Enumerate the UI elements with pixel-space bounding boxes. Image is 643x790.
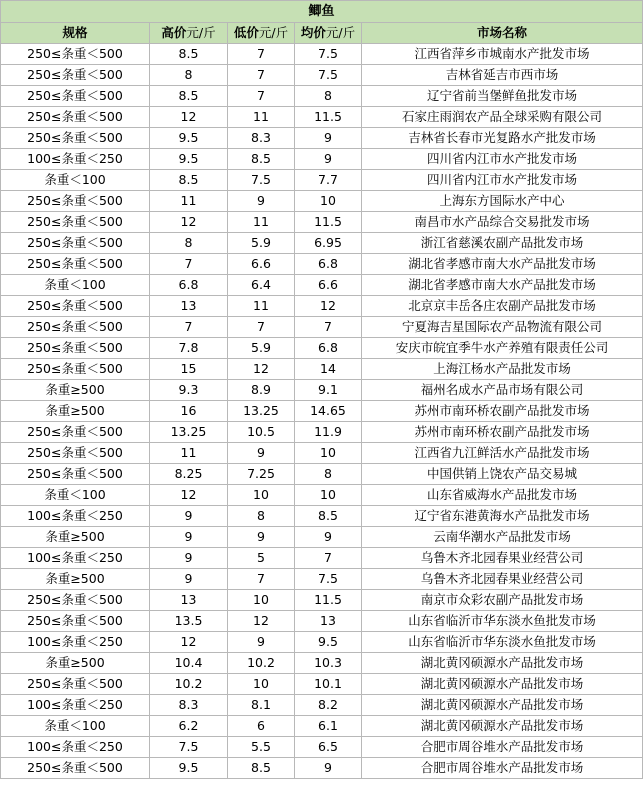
table-row — [1, 401, 643, 422]
cell-market-name: 合肥市周谷堆水产品批发市场 — [362, 737, 643, 758]
cell-spec: 250≤条重＜500 — [1, 191, 150, 212]
cell-avg-price: 10.3 — [295, 653, 362, 674]
cell-low-price: 10.2 — [228, 653, 295, 674]
table-row — [1, 275, 643, 296]
table-row — [1, 65, 643, 86]
cell-low-price: 11 — [228, 212, 295, 233]
cell-low-price: 6 — [228, 716, 295, 737]
cell-spec: 250≤条重＜500 — [1, 44, 150, 65]
cell-avg-price: 9.1 — [295, 380, 362, 401]
cell-market-name: 南昌市水产品综合交易批发市场 — [362, 212, 643, 233]
cell-avg-price: 8.2 — [295, 695, 362, 716]
table-row — [1, 548, 643, 569]
cell-low-price: 9 — [228, 443, 295, 464]
cell-low-price: 7.5 — [228, 170, 295, 191]
cell-spec: 条重≥500 — [1, 527, 150, 548]
cell-spec: 250≤条重＜500 — [1, 317, 150, 338]
cell-avg-price: 8 — [295, 86, 362, 107]
cell-market-name: 安庆市皖宜季牛水产养殖有限责任公司 — [362, 338, 643, 359]
table-row — [1, 485, 643, 506]
cell-high-price: 7.8 — [150, 338, 228, 359]
header-avg-unit: 元/斤 — [325, 25, 356, 40]
cell-spec: 条重≥500 — [1, 401, 150, 422]
cell-high-price: 9.3 — [150, 380, 228, 401]
cell-high-price: 9.5 — [150, 128, 228, 149]
cell-market-name: 湖北省孝感市南大水产品批发市场 — [362, 254, 643, 275]
cell-high-price: 12 — [150, 632, 228, 653]
cell-avg-price: 7.7 — [295, 170, 362, 191]
table-row — [1, 674, 643, 695]
header-avg-label: 均价 — [300, 25, 326, 40]
cell-low-price: 10 — [228, 485, 295, 506]
table-row — [1, 758, 643, 779]
cell-low-price: 8.1 — [228, 695, 295, 716]
cell-spec: 250≤条重＜500 — [1, 254, 150, 275]
cell-market-name: 乌鲁木齐北园春果业经营公司 — [362, 548, 643, 569]
cell-avg-price: 6.5 — [295, 737, 362, 758]
cell-low-price: 7 — [228, 86, 295, 107]
table-row — [1, 86, 643, 107]
cell-spec: 100≤条重＜250 — [1, 506, 150, 527]
cell-low-price: 9 — [228, 191, 295, 212]
table-row — [1, 338, 643, 359]
cell-avg-price: 7 — [295, 548, 362, 569]
cell-high-price: 10.4 — [150, 653, 228, 674]
cell-avg-price: 14.65 — [295, 401, 362, 422]
cell-avg-price: 9 — [295, 128, 362, 149]
cell-market-name: 合肥市周谷堆水产品批发市场 — [362, 758, 643, 779]
cell-avg-price: 13 — [295, 611, 362, 632]
cell-low-price: 10.5 — [228, 422, 295, 443]
cell-avg-price: 11.5 — [295, 212, 362, 233]
header-high-unit: 元/斤 — [186, 25, 216, 40]
cell-high-price: 11 — [150, 191, 228, 212]
cell-spec: 条重≥500 — [1, 380, 150, 401]
cell-high-price: 13.25 — [150, 422, 228, 443]
table-row — [1, 716, 643, 737]
cell-high-price: 10.2 — [150, 674, 228, 695]
cell-market-name: 上海东方国际水产中心 — [362, 191, 643, 212]
cell-avg-price: 9 — [295, 149, 362, 170]
cell-avg-price: 6.95 — [295, 233, 362, 254]
table-row — [1, 170, 643, 191]
cell-spec: 条重≥500 — [1, 569, 150, 590]
cell-spec: 250≤条重＜500 — [1, 233, 150, 254]
cell-avg-price: 11.5 — [295, 107, 362, 128]
cell-high-price: 8 — [150, 233, 228, 254]
cell-spec: 100≤条重＜250 — [1, 149, 150, 170]
cell-low-price: 7 — [228, 569, 295, 590]
cell-low-price: 10 — [228, 674, 295, 695]
table-row — [1, 254, 643, 275]
cell-market-name: 辽宁省前当堡鲜鱼批发市场 — [362, 86, 643, 107]
cell-spec: 250≤条重＜500 — [1, 86, 150, 107]
cell-high-price: 13 — [150, 590, 228, 611]
table-row — [1, 737, 643, 758]
cell-spec: 条重＜100 — [1, 485, 150, 506]
cell-avg-price: 6.8 — [295, 254, 362, 275]
table-row — [1, 527, 643, 548]
cell-market-name: 上海江杨水产品批发市场 — [362, 359, 643, 380]
cell-avg-price: 7 — [295, 317, 362, 338]
table-row — [1, 317, 643, 338]
table-row — [1, 128, 643, 149]
table-row — [1, 380, 643, 401]
table-row — [1, 653, 643, 674]
table-row — [1, 611, 643, 632]
cell-spec: 250≤条重＜500 — [1, 296, 150, 317]
header-high-label: 高价 — [161, 25, 187, 40]
cell-high-price: 8 — [150, 65, 228, 86]
cell-market-name: 中国供销上饶农产品交易城 — [362, 464, 643, 485]
cell-high-price: 9.5 — [150, 758, 228, 779]
header-market-name — [362, 23, 643, 44]
cell-low-price: 5 — [228, 548, 295, 569]
cell-low-price: 5.9 — [228, 338, 295, 359]
cell-high-price: 8.25 — [150, 464, 228, 485]
cell-market-name: 湖北黄冈硕源水产品批发市场 — [362, 674, 643, 695]
cell-high-price: 9 — [150, 527, 228, 548]
cell-market-name: 四川省内江市水产批发市场 — [362, 170, 643, 191]
cell-high-price: 15 — [150, 359, 228, 380]
cell-high-price: 11 — [150, 443, 228, 464]
cell-spec: 100≤条重＜250 — [1, 548, 150, 569]
cell-high-price: 6.2 — [150, 716, 228, 737]
cell-avg-price: 6.1 — [295, 716, 362, 737]
cell-low-price: 11 — [228, 296, 295, 317]
header-low-price — [228, 23, 295, 44]
cell-high-price: 8.3 — [150, 695, 228, 716]
table-row — [1, 233, 643, 254]
cell-market-name: 湖北省孝感市南大水产品批发市场 — [362, 275, 643, 296]
cell-low-price: 7.25 — [228, 464, 295, 485]
table-row — [1, 569, 643, 590]
cell-avg-price: 10 — [295, 191, 362, 212]
cell-low-price: 8.5 — [228, 758, 295, 779]
cell-avg-price: 9.5 — [295, 632, 362, 653]
table-row — [1, 44, 643, 65]
cell-spec: 条重＜100 — [1, 170, 150, 191]
cell-high-price: 9 — [150, 569, 228, 590]
header-low-label: 低价 — [233, 25, 259, 40]
cell-market-name: 福州名成水产品市场有限公司 — [362, 380, 643, 401]
cell-high-price: 12 — [150, 485, 228, 506]
cell-spec: 250≤条重＜500 — [1, 590, 150, 611]
table-row — [1, 191, 643, 212]
cell-market-name: 苏州市南环桥农副产品批发市场 — [362, 401, 643, 422]
cell-avg-price: 6.6 — [295, 275, 362, 296]
cell-avg-price: 14 — [295, 359, 362, 380]
table-title: 鲫鱼 — [1, 1, 643, 23]
cell-avg-price: 10.1 — [295, 674, 362, 695]
cell-spec: 100≤条重＜250 — [1, 632, 150, 653]
cell-low-price: 6.6 — [228, 254, 295, 275]
cell-spec: 100≤条重＜250 — [1, 737, 150, 758]
cell-high-price: 9 — [150, 548, 228, 569]
cell-market-name: 四川省内江市水产批发市场 — [362, 149, 643, 170]
header-spec-label: 规格 — [62, 25, 88, 40]
cell-spec: 250≤条重＜500 — [1, 128, 150, 149]
cell-market-name: 山东省威海水产品批发市场 — [362, 485, 643, 506]
cell-market-name: 山东省临沂市华东淡水鱼批发市场 — [362, 611, 643, 632]
cell-high-price: 8.5 — [150, 170, 228, 191]
cell-avg-price: 9 — [295, 758, 362, 779]
cell-avg-price: 11.5 — [295, 590, 362, 611]
cell-market-name: 山东省临沂市华东淡水鱼批发市场 — [362, 632, 643, 653]
header-spec — [1, 23, 150, 44]
cell-market-name: 乌鲁木齐北园春果业经营公司 — [362, 569, 643, 590]
table-row — [1, 212, 643, 233]
cell-high-price: 13 — [150, 296, 228, 317]
cell-market-name: 宁夏海吉星国际农产品物流有限公司 — [362, 317, 643, 338]
cell-low-price: 6.4 — [228, 275, 295, 296]
table-row — [1, 590, 643, 611]
cell-market-name: 苏州市南环桥农副产品批发市场 — [362, 422, 643, 443]
table-row — [1, 107, 643, 128]
table-body — [1, 44, 643, 779]
cell-avg-price: 6.8 — [295, 338, 362, 359]
cell-low-price: 8.5 — [228, 149, 295, 170]
cell-low-price: 5.5 — [228, 737, 295, 758]
table-row — [1, 506, 643, 527]
cell-avg-price: 8 — [295, 464, 362, 485]
cell-low-price: 9 — [228, 527, 295, 548]
table-row — [1, 443, 643, 464]
cell-market-name: 吉林省长春市光复路水产批发市场 — [362, 128, 643, 149]
cell-high-price: 7 — [150, 317, 228, 338]
cell-low-price: 8.3 — [228, 128, 295, 149]
table-row — [1, 422, 643, 443]
cell-spec: 条重≥500 — [1, 653, 150, 674]
cell-spec: 250≤条重＜500 — [1, 107, 150, 128]
cell-market-name: 云南华潮水产品批发市场 — [362, 527, 643, 548]
cell-spec: 250≤条重＜500 — [1, 359, 150, 380]
cell-avg-price: 12 — [295, 296, 362, 317]
cell-high-price: 7.5 — [150, 737, 228, 758]
cell-low-price: 5.9 — [228, 233, 295, 254]
cell-high-price: 16 — [150, 401, 228, 422]
cell-market-name: 江西省萍乡市城南水产批发市场 — [362, 44, 643, 65]
cell-spec: 250≤条重＜500 — [1, 443, 150, 464]
cell-market-name: 吉林省延吉市西市场 — [362, 65, 643, 86]
table-row — [1, 632, 643, 653]
cell-market-name: 湖北黄冈硕源水产品批发市场 — [362, 716, 643, 737]
cell-high-price: 8.5 — [150, 44, 228, 65]
cell-spec: 250≤条重＜500 — [1, 758, 150, 779]
cell-spec: 条重＜100 — [1, 716, 150, 737]
header-row — [1, 23, 643, 44]
cell-avg-price: 7.5 — [295, 569, 362, 590]
cell-high-price: 9 — [150, 506, 228, 527]
cell-low-price: 12 — [228, 359, 295, 380]
header-market-label: 市场名称 — [477, 25, 528, 40]
cell-avg-price: 10 — [295, 485, 362, 506]
cell-spec: 250≤条重＜500 — [1, 65, 150, 86]
cell-low-price: 7 — [228, 65, 295, 86]
cell-low-price: 7 — [228, 317, 295, 338]
cell-high-price: 6.8 — [150, 275, 228, 296]
cell-spec: 条重＜100 — [1, 275, 150, 296]
cell-high-price: 13.5 — [150, 611, 228, 632]
cell-market-name: 湖北黄冈硕源水产品批发市场 — [362, 695, 643, 716]
cell-avg-price: 10 — [295, 443, 362, 464]
cell-avg-price: 9 — [295, 527, 362, 548]
cell-low-price: 9 — [228, 632, 295, 653]
cell-spec: 250≤条重＜500 — [1, 212, 150, 233]
header-avg-price — [295, 23, 362, 44]
header-low-unit: 元/斤 — [258, 25, 289, 40]
cell-avg-price: 7.5 — [295, 44, 362, 65]
cell-low-price: 7 — [228, 44, 295, 65]
table-row — [1, 149, 643, 170]
cell-spec: 100≤条重＜250 — [1, 695, 150, 716]
cell-high-price: 12 — [150, 107, 228, 128]
cell-spec: 250≤条重＜500 — [1, 422, 150, 443]
cell-high-price: 12 — [150, 212, 228, 233]
cell-market-name: 江西省九江鲜活水产品批发市场 — [362, 443, 643, 464]
cell-market-name: 南京市众彩农副产品批发市场 — [362, 590, 643, 611]
cell-avg-price: 11.9 — [295, 422, 362, 443]
cell-spec: 250≤条重＜500 — [1, 338, 150, 359]
cell-high-price: 9.5 — [150, 149, 228, 170]
cell-market-name: 石家庄雨润农产品全球采购有限公司 — [362, 107, 643, 128]
table-row — [1, 359, 643, 380]
cell-high-price: 8.5 — [150, 86, 228, 107]
cell-low-price: 8 — [228, 506, 295, 527]
table-row — [1, 464, 643, 485]
cell-market-name: 浙江省慈溪农副产品批发市场 — [362, 233, 643, 254]
cell-high-price: 7 — [150, 254, 228, 275]
cell-market-name: 北京京丰岳各庄农副产品批发市场 — [362, 296, 643, 317]
table-row — [1, 695, 643, 716]
cell-low-price: 13.25 — [228, 401, 295, 422]
cell-market-name: 湖北黄冈硕源水产品批发市场 — [362, 653, 643, 674]
cell-spec: 250≤条重＜500 — [1, 464, 150, 485]
header-high-price — [150, 23, 228, 44]
cell-avg-price: 7.5 — [295, 65, 362, 86]
cell-spec: 250≤条重＜500 — [1, 611, 150, 632]
cell-low-price: 11 — [228, 107, 295, 128]
cell-low-price: 8.9 — [228, 380, 295, 401]
cell-spec: 250≤条重＜500 — [1, 674, 150, 695]
cell-avg-price: 8.5 — [295, 506, 362, 527]
table-row — [1, 296, 643, 317]
cell-low-price: 12 — [228, 611, 295, 632]
cell-low-price: 10 — [228, 590, 295, 611]
cell-market-name: 辽宁省东港黄海水产品批发市场 — [362, 506, 643, 527]
